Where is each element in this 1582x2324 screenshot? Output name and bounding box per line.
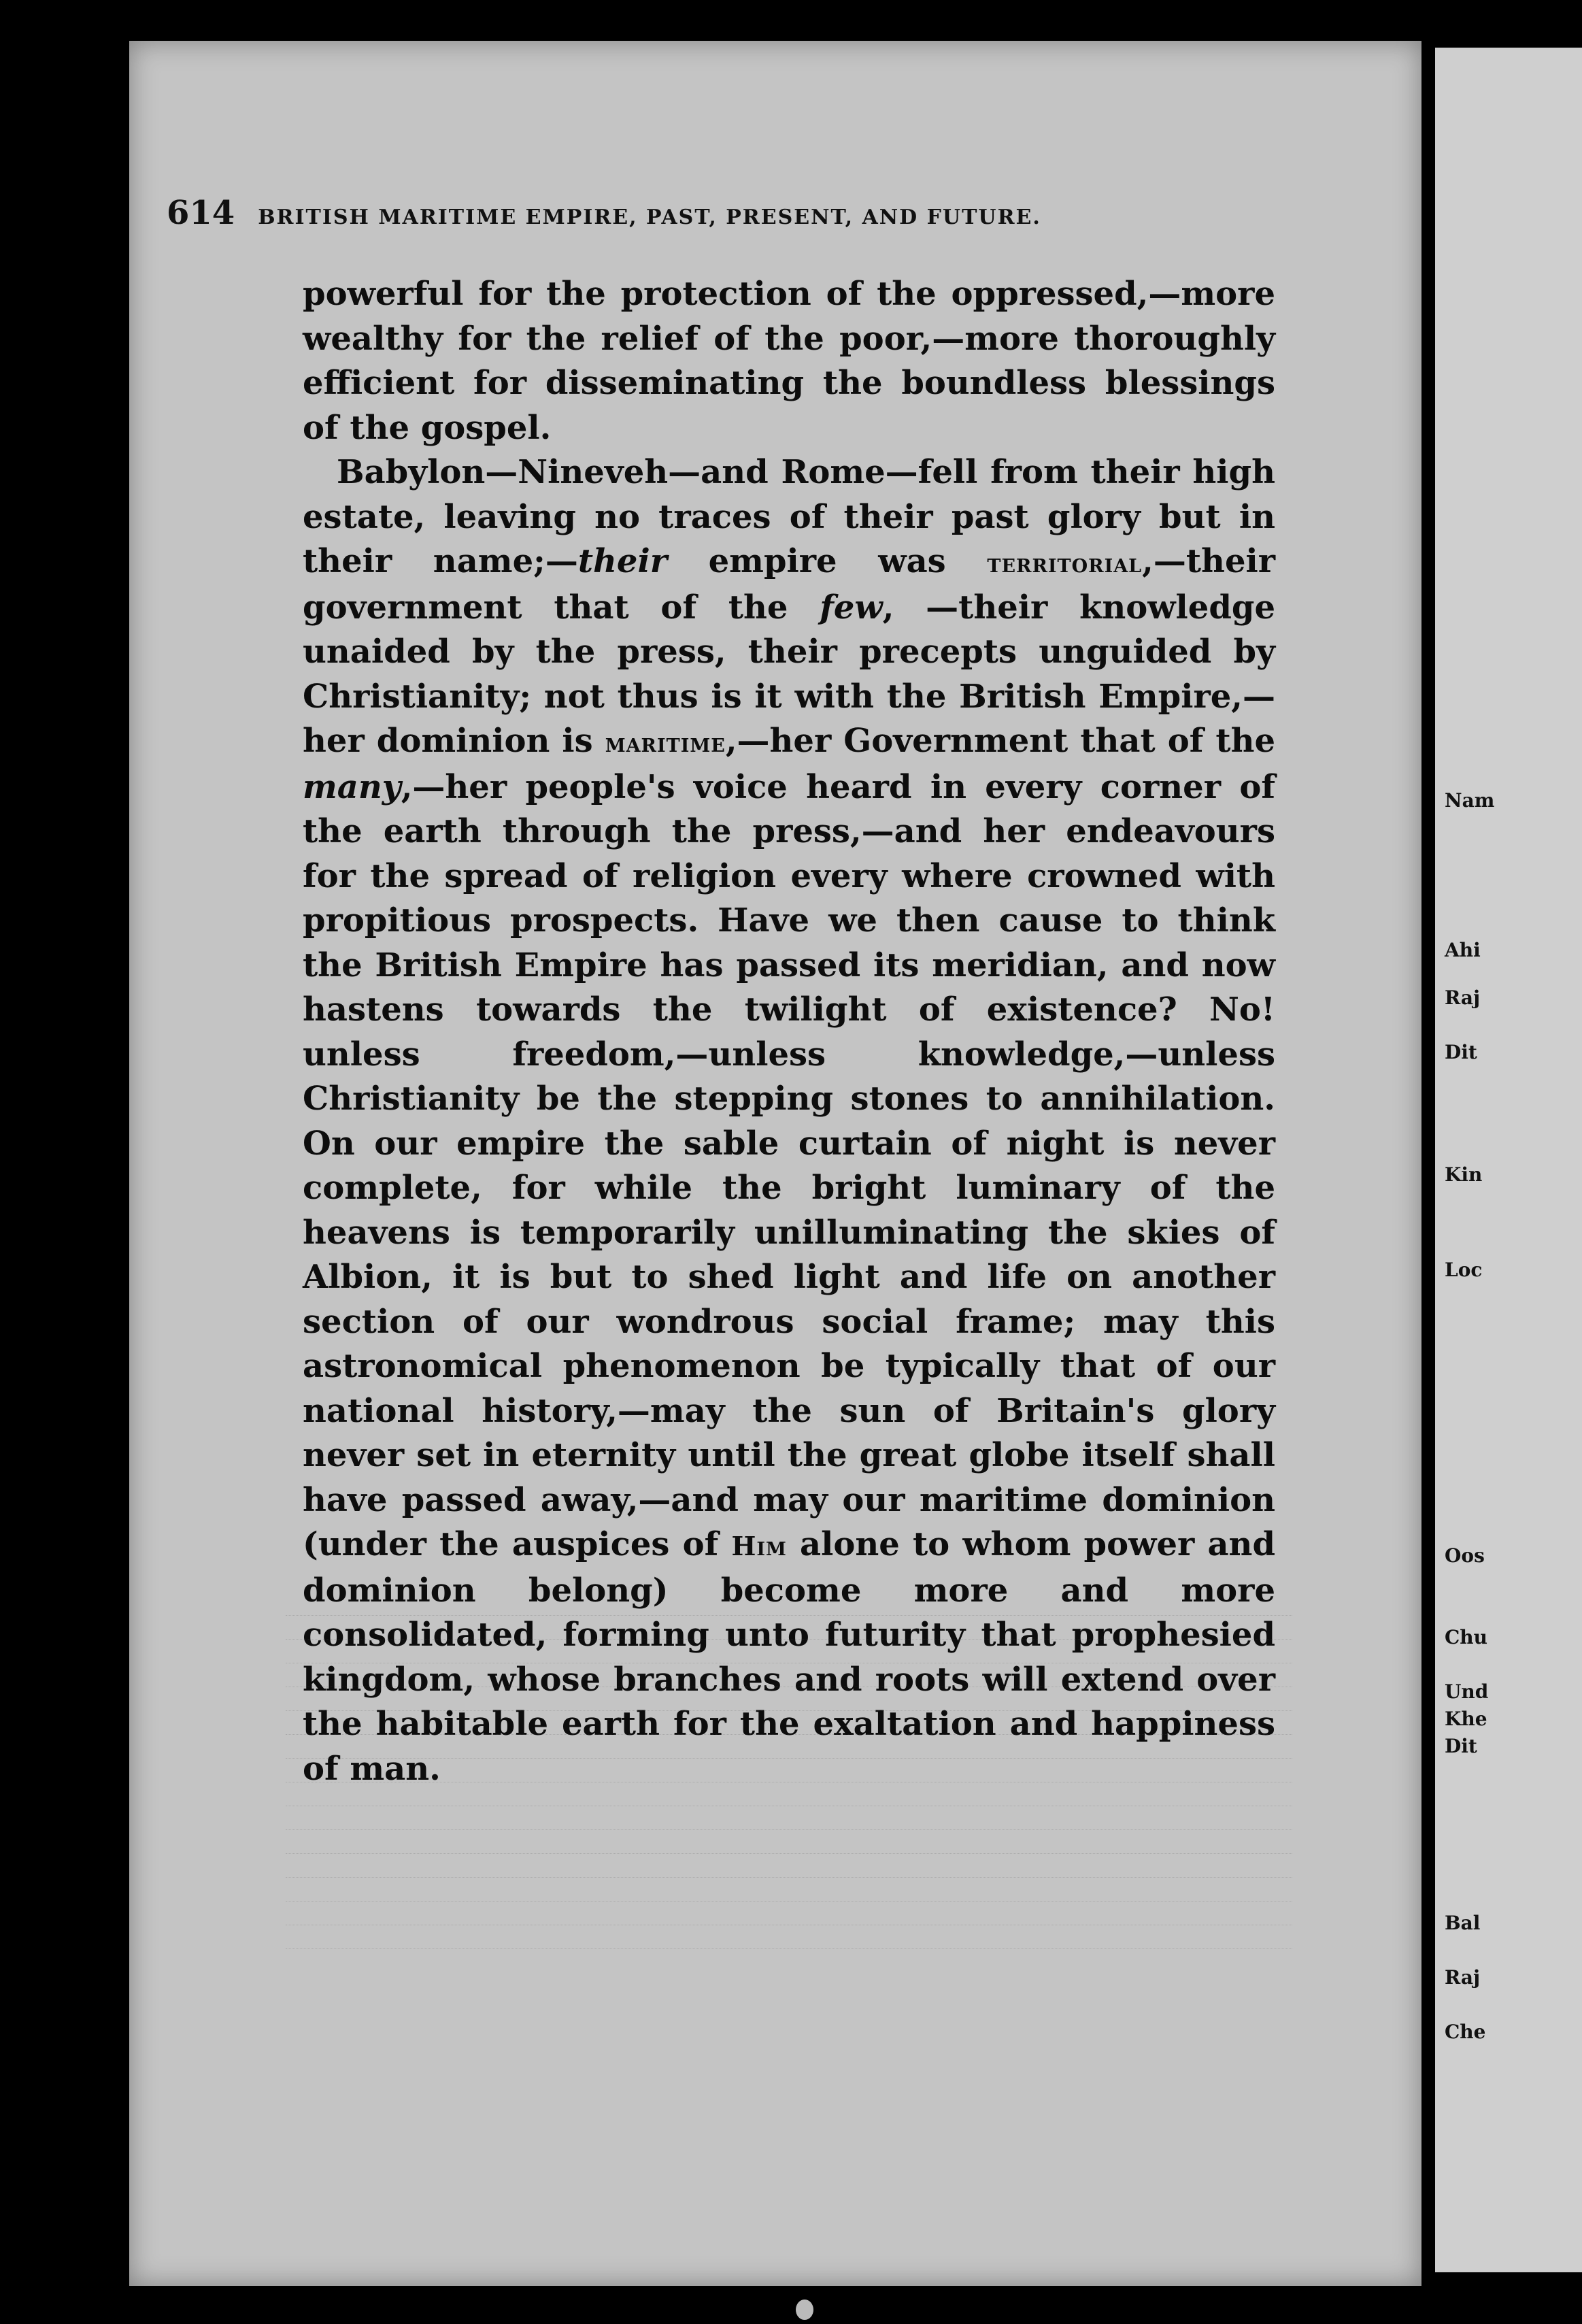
bleed-through-table — [286, 1592, 1292, 1973]
adjacent-fragment: Raj — [1445, 1966, 1481, 1989]
text-segment: ,—her people's voice heard in every corner of the earth through the press,—and her endeavours for the spread of religion every where crowned with propitious prospects. Have we then cause to think the British Empire has passed its meridian, and now hastens towards the twilight of existence? No! unless freedom,—unless knowledge,—unless Christianity be the stepping stones to annihilation. On our empire the sable curtain of night is never complete, for while the bright luminary of the heavens is temporarily unilluminating the skies of Albion, it is but to shed light and life on another section of our wondrous social frame; may this astronomical phenomenon be typically that of our national history,—may the sun of Britain's glory never set in eternity until the great globe itself shall have passed away,—and may our maritime dominion (under the auspices of — [303, 767, 1275, 1563]
paragraph — [303, 272, 1275, 450]
adjacent-fragment: Bal — [1445, 1912, 1481, 1934]
text-segment: Him — [731, 1531, 787, 1561]
text-segment: maritime — [605, 727, 726, 758]
text-segment: territorial — [987, 548, 1143, 578]
text-segment: their — [577, 542, 667, 580]
paragraph — [303, 450, 1275, 1791]
adjacent-fragment: Dit — [1445, 1735, 1477, 1757]
adjacent-fragment: Ahi — [1445, 939, 1481, 961]
text-segment: alone to whom power and dominion belong) become more and more consolidated, forming unto futurity that prophesied kingdom, whose branches and roots will extend over the habitable earth for the exaltation and happiness of man. — [303, 1525, 1276, 1788]
text-segment: , —their knowledge unaided by the press, their precepts unguided by Christianity; not thus is it with the British Empire,—her dominion is — [303, 588, 1275, 760]
adjacent-fragment: Raj — [1445, 986, 1481, 1009]
adjacent-fragment: Che — [1445, 2021, 1486, 2043]
text-segment: few — [820, 588, 883, 627]
adjacent-fragment: Oos — [1445, 1544, 1485, 1567]
text-segment: ,—her Government that of the — [725, 722, 1276, 760]
adjacent-fragment: Chu — [1445, 1626, 1487, 1648]
adjacent-fragment: Kin — [1445, 1163, 1483, 1186]
text-segment: Babylon—Nineveh—and Rome—fell from their high estate, leaving no traces of their past glory but in their name;— — [303, 453, 1275, 580]
adjacent-fragment: Nam — [1445, 789, 1495, 812]
running-head: BRITISH MARITIME EMPIRE, PAST, PRESENT, AND FUTURE. — [258, 205, 1041, 229]
text-segment: many — [303, 767, 401, 806]
adjacent-fragment: Khe — [1445, 1708, 1487, 1730]
text-segment: powerful for the protection of the oppressed,—more wealthy for the relief of the poor,—more thoroughly efficient for disseminating the boundless blessings of the gospel. — [303, 275, 1275, 447]
text-segment: empire was — [667, 542, 988, 580]
page-number: 614 — [167, 194, 235, 232]
adjacent-fragment: Loc — [1445, 1259, 1483, 1281]
text-segment: ,—their government that of the — [303, 542, 1276, 627]
adjacent-page-strip — [1435, 48, 1582, 2272]
page-blemish — [796, 2300, 813, 2320]
page-header — [167, 194, 1255, 235]
adjacent-fragment: Dit — [1445, 1041, 1477, 1063]
adjacent-fragment: Und — [1445, 1680, 1489, 1703]
body-text — [303, 272, 1275, 1791]
